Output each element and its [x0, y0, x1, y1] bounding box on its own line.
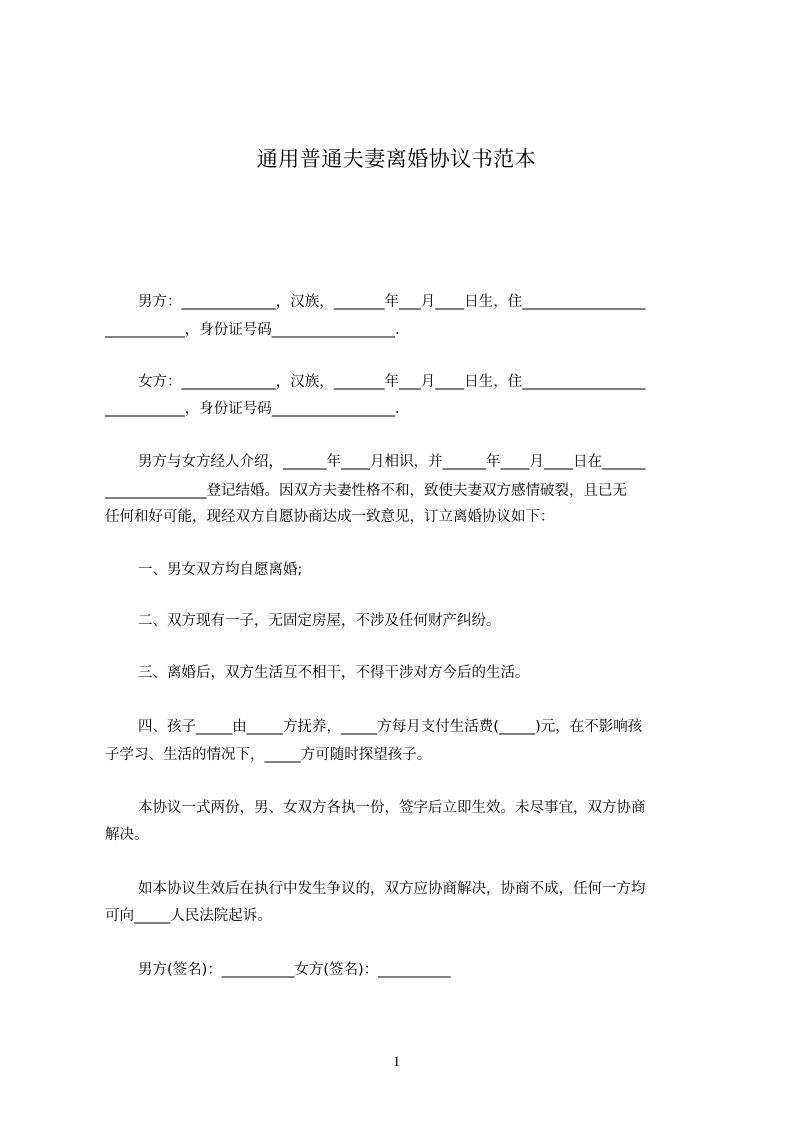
document-title: 通用普通夫妻离婚协议书范本 — [256, 147, 537, 171]
effect-paragraph-line-2: 解决。 — [105, 827, 149, 843]
clause-2: 二、双方现有一子，无固定房屋，不涉及任何财产纠纷。 — [138, 613, 501, 629]
signature-line: 男方(签名)：__________女方(签名)：__________ — [138, 962, 451, 978]
marriage-paragraph-line-3: 任何和好可能，现经双方自愿协商达成一致意见，订立离婚协议如下： — [105, 509, 555, 525]
dispute-paragraph-line-2: 可向_____人民法院起诉。 — [105, 908, 272, 924]
clause-4-line-1: 四、孩子_____由_____方抚养，_____方每月支付生活费(_____)元，在不影响孩 — [138, 719, 643, 735]
male-party-line-1: 男方：_____________，汉族，_______年___月____日生，住_________________ — [138, 294, 646, 310]
clause-3: 三、离婚后，双方生活互不相干，不得干涉对方今后的生活。 — [138, 665, 530, 681]
marriage-paragraph-line-1: 男方与女方经人介绍，______年____月相识，并______年____月____日在______ — [138, 454, 646, 470]
clause-1: 一、男女双方均自愿离婚; — [138, 562, 303, 578]
page-number: 1 — [392, 1054, 401, 1070]
marriage-paragraph-line-2: ______________登记结婚。因双方夫妻性格不和，致使夫妻双方感情破裂，且已无 — [105, 483, 627, 499]
clause-4-line-2: 子学习、生活的情况下，_____方可随时探望孩子。 — [105, 747, 432, 763]
dispute-paragraph-line-1: 如本协议生效后在执行中发生争议的，双方应协商解决，协商不成，任何一方均 — [138, 881, 646, 897]
female-party-line-2: ___________，身份证号码_________________. — [105, 401, 400, 417]
female-party-line-1: 女方：_____________，汉族，_______年___月____日生，住_________________ — [138, 374, 646, 390]
male-party-line-2: ___________，身份证号码_________________. — [105, 322, 400, 338]
effect-paragraph-line-1: 本协议一式两份，男、女双方各执一份，签字后立即生效。未尽事宜，双方协商 — [138, 800, 646, 816]
